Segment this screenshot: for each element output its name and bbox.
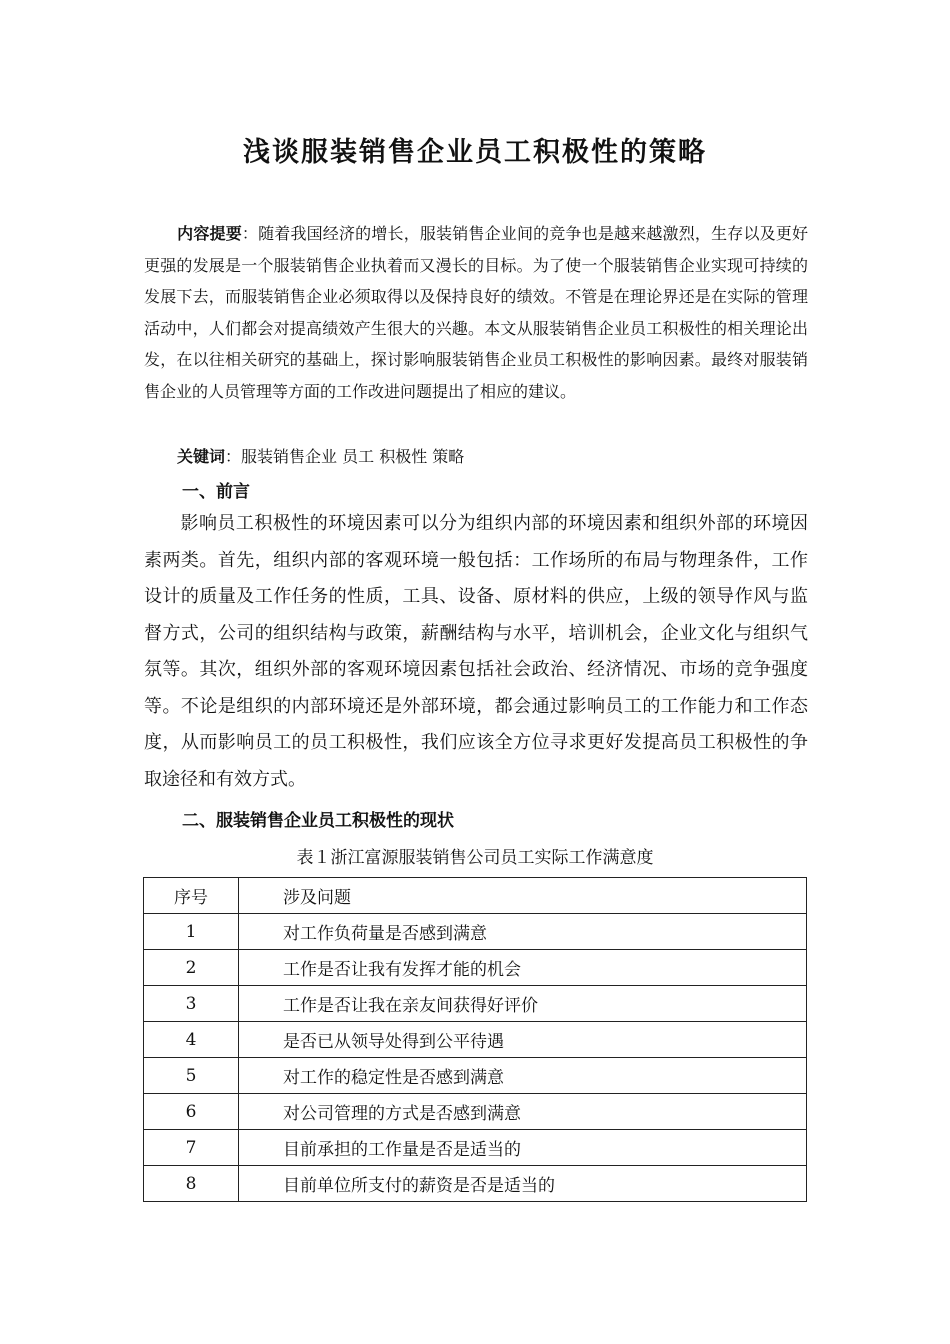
row-question-cell: 对工作负荷量是否感到满意: [239, 914, 807, 950]
table-row: [144, 1166, 807, 1202]
table-row: [144, 1130, 807, 1166]
table-row: [144, 1022, 807, 1058]
row-question-cell: 工作是否让我在亲友间获得好评价: [239, 986, 807, 1022]
table-row: [144, 986, 807, 1022]
table-body: [144, 878, 807, 1202]
row-question-cell: 工作是否让我有发挥才能的机会: [239, 950, 807, 986]
row-question-cell: 是否已从领导处得到公平待遇: [239, 1022, 807, 1058]
table-row: [144, 1094, 807, 1130]
intro-paragraph: [144, 506, 808, 798]
header-cell-question: 涉及问题: [239, 878, 807, 914]
abstract-label: 内容提要: [177, 224, 242, 243]
row-index-cell: 7: [144, 1130, 239, 1166]
row-index-cell: 4: [144, 1022, 239, 1058]
row-index-cell: 5: [144, 1058, 239, 1094]
table-row: [144, 1058, 807, 1094]
document-title: 浅谈服装销售企业员工积极性的策略: [243, 137, 707, 168]
section-heading-intro: 一、前言: [182, 482, 250, 502]
section-heading-status: 二、服装销售企业员工积极性的现状: [182, 811, 454, 831]
intro-text: 影响员工积极性的环境因素可以分为组织内部的环境因素和组织外部的环境因素两类。首先，组织内部的客观环境一般包括：工作场所的布局与物理条件，工作设计的质量及工作任务的性质，工具、设备、原材料的供应，上级的领导作风与监督方式，公司的组织结构与政策，薪酬结构与水平，培训机会，企业文化与组织气氛等。其次，组织外部的客观环境因素包括社会政治、经济情况、市场的竞争强度等。不论是组织的内部环境还是外部环境，都会通过影响员工的工作能力和工作态度，从而影响员工的员工积极性，我们应该全方位寻求更好发提高员工积极性的争取途径和有效方式。: [144, 513, 808, 790]
keywords-line: [144, 443, 808, 471]
row-question-cell: 目前承担的工作量是否是适当的: [239, 1130, 807, 1166]
satisfaction-table: [143, 877, 807, 1202]
keywords-label: 关键词: [177, 447, 226, 466]
table-row: [144, 950, 807, 986]
header-cell-index: 序号: [144, 878, 239, 914]
row-index-cell: 8: [144, 1166, 239, 1202]
row-question-cell: 对公司管理的方式是否感到满意: [239, 1094, 807, 1130]
table-header-row: [144, 878, 807, 914]
row-question-cell: 目前单位所支付的薪资是否是适当的: [239, 1166, 807, 1202]
row-index-cell: 2: [144, 950, 239, 986]
keywords-text: ：服装销售企业 员工 积极性 策略: [225, 447, 465, 466]
abstract-paragraph: [144, 218, 808, 407]
table-caption: 表１浙江富源服装销售公司员工实际工作满意度: [296, 848, 654, 868]
row-index-cell: 6: [144, 1094, 239, 1130]
row-index-cell: 1: [144, 914, 239, 950]
row-index-cell: 3: [144, 986, 239, 1022]
row-question-cell: 对工作的稳定性是否感到满意: [239, 1058, 807, 1094]
table-row: [144, 914, 807, 950]
abstract-text: ：随着我国经济的增长，服装销售企业间的竞争也是越来越激烈，生存以及更好更强的发展是一个服装销售企业执着而又漫长的目标。为了使一个服装销售企业实现可持续的发展下去，而服装销售企业必须取得以及保持良好的绩效。不管是在理论界还是在实际的管理活动中，人们都会对提高绩效产生很大的兴趣。本文从服装销售企业员工积极性的相关理论出发，在以往相关研究的基础上，探讨影响服装销售企业员工积极性的影响因素。最终对服装销售企业的人员管理等方面的工作改进问题提出了相应的建议。: [144, 224, 808, 401]
